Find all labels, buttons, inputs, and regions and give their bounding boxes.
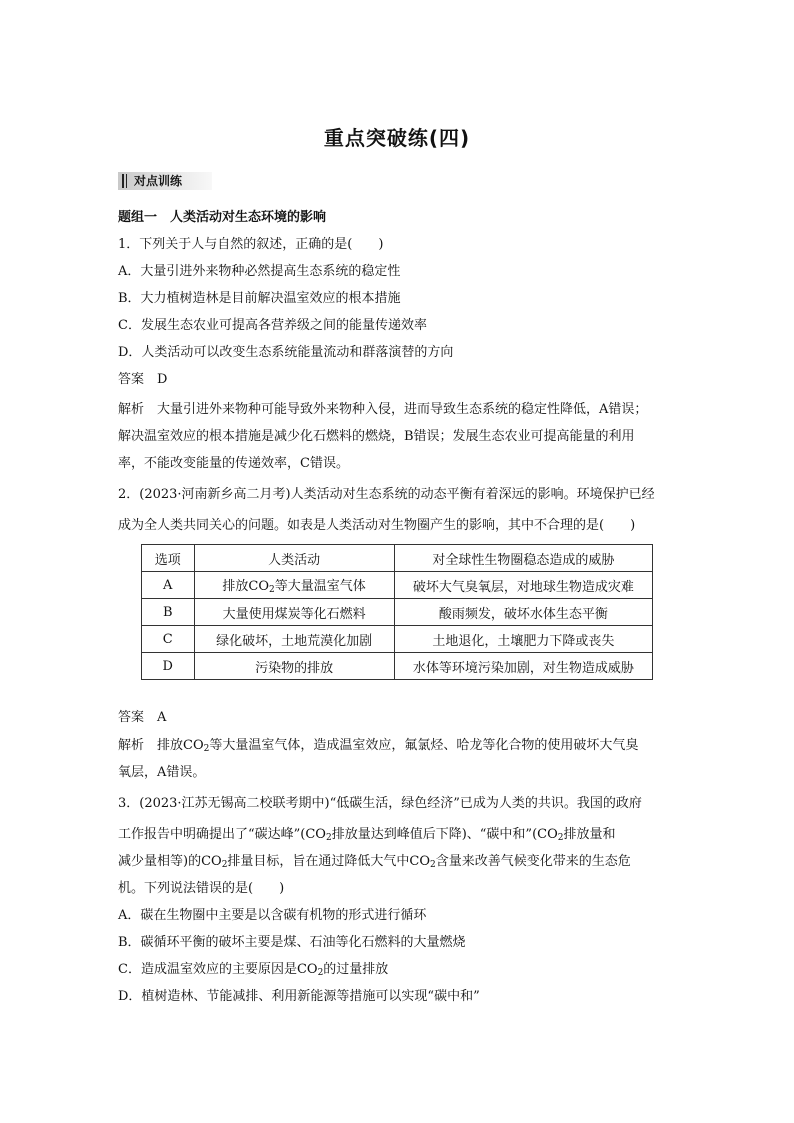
question-1-option-a: A．大量引进外来物种必然提高生态系统的稳定性: [118, 264, 401, 279]
question-1-analysis-line: 解析 大量引进外来物种可能导致外来物种入侵，进而导致生态系统的稳定性降低，A错误；: [118, 402, 648, 417]
table-row: [142, 653, 653, 680]
subscript: 2: [221, 860, 228, 870]
text-run: 含量来改善气候变化带来的生态危: [435, 854, 631, 869]
tag-bar: [126, 174, 127, 188]
text-run: 等大量温室气体，造成温室效应，氟氯烃、哈龙等化合物的使用破坏大气臭: [209, 738, 639, 753]
subscript: 2: [430, 860, 436, 870]
question-1-analysis-line: 解决温室效应的根本措施是减少化石燃料的燃烧，B错误；发展生态农业可提高能量的利用: [118, 429, 635, 444]
activity-text: 等大量温室气体: [274, 579, 366, 594]
table-cell-option: A: [142, 572, 195, 599]
question-3-stem-line: [118, 853, 678, 874]
question-1-option-b: B．大力植树造林是目前解决温室效应的根本措施: [118, 291, 401, 306]
text-run: 减少量相等)的CO: [118, 854, 222, 869]
table-cell-threat: 酸雨频发，破坏水体生态平衡: [394, 599, 652, 626]
question-1-answer: 答案 D: [118, 372, 168, 387]
table-row: [142, 572, 653, 599]
question-3-stem-line: [118, 826, 678, 847]
section-tag: [118, 172, 212, 190]
table-cell-threat: 水体等环境污染加剧，对生物造成威胁: [394, 653, 652, 680]
table-header: 人类活动: [194, 545, 394, 572]
text-run: 的过量排放: [323, 962, 389, 977]
table-cell-threat: 土地退化，土壤肥力下降或丧失: [394, 626, 652, 653]
table-cell-option: C: [142, 626, 195, 653]
question-3-option-c: [118, 961, 678, 982]
table-cell-option: B: [142, 599, 195, 626]
table-cell-activity: 污染物的排放: [194, 653, 394, 680]
table-header-row: [142, 545, 653, 572]
section-label: 对点训练: [134, 174, 183, 188]
subscript: 2: [203, 744, 210, 754]
text-run: 解析 排放CO: [118, 738, 204, 753]
group-heading: 题组一 人类活动对生态环境的影响: [118, 210, 327, 225]
table-cell-option: D: [142, 653, 195, 680]
question-3-stem-line: 3．(2023·江苏无锡高二校联考期中)“低碳生活，绿色经济”已成为人类的共识。我国的政府: [118, 796, 642, 811]
text-run: 排量目标，旨在通过降低大气中CO: [227, 854, 431, 869]
question-1-stem: 1．下列关于人与自然的叙述，正确的是( ): [118, 237, 384, 252]
text-run: C．造成温室效应的主要原因是CO: [118, 962, 318, 977]
question-2-table: [141, 544, 653, 680]
question-1-option-c: C．发展生态农业可提高各营养级之间的能量传递效率: [118, 318, 427, 333]
question-2-stem-line: 2．(2023·河南新乡高二月考)人类活动对生态系统的动态平衡有着深远的影响。环境保护已经: [118, 487, 655, 502]
question-2-answer: 答案 A: [118, 710, 167, 725]
subscript: 2: [317, 968, 324, 978]
question-3-option-a: A．碳在生物圈中主要是以含碳有机物的形式进行循环: [118, 908, 427, 923]
question-2-analysis-line: 氧层，A错误。: [118, 765, 206, 780]
table-cell-activity: 大量使用煤炭等化石燃料: [194, 599, 394, 626]
question-3-stem-line: 机。下列说法错误的是( ): [118, 881, 285, 896]
subscript: 2: [325, 833, 332, 843]
question-3-option-d: D．植树造林、节能减排、利用新能源等措施可以实现“碳中和”: [118, 989, 480, 1004]
tag-bar: [122, 174, 124, 188]
table-row: [142, 626, 653, 653]
question-2-analysis-line: [118, 737, 678, 758]
text-run: 工作报告中明确提出了“碳达峰”(CO: [118, 827, 326, 842]
question-2-stem-line: 成为全人类共同关心的问题。如表是人类活动对生物圈产生的影响，其中不合理的是( ): [118, 518, 636, 533]
activity-text: 排放CO: [222, 579, 270, 594]
text-run: 排放量和: [563, 827, 616, 842]
page-title: 重点突破练(四): [323, 126, 471, 150]
question-3-option-b: B．碳循环平衡的破坏主要是煤、石油等化石燃料的大量燃烧: [118, 935, 466, 950]
table-row: [142, 599, 653, 626]
text-run: 排放量达到峰值后下降)、“碳中和”(CO: [331, 827, 558, 842]
table-header: 对全球性生物圈稳态造成的威胁: [394, 545, 652, 572]
question-1-analysis-line: 率，不能改变能量的传递效率，C错误。: [118, 456, 349, 471]
question-1-option-d: D．人类活动可以改变生态系统能量流动和群落演替的方向: [118, 345, 454, 360]
subscript: 2: [557, 833, 564, 843]
table-cell-activity: 绿化破坏，土地荒漠化加剧: [194, 626, 394, 653]
subscript: 2: [269, 585, 275, 595]
table-cell-threat: 破坏大气臭氧层，对地球生物造成灾难: [394, 572, 652, 599]
table-header: 选项: [142, 545, 195, 572]
table-cell-activity: [194, 572, 394, 599]
